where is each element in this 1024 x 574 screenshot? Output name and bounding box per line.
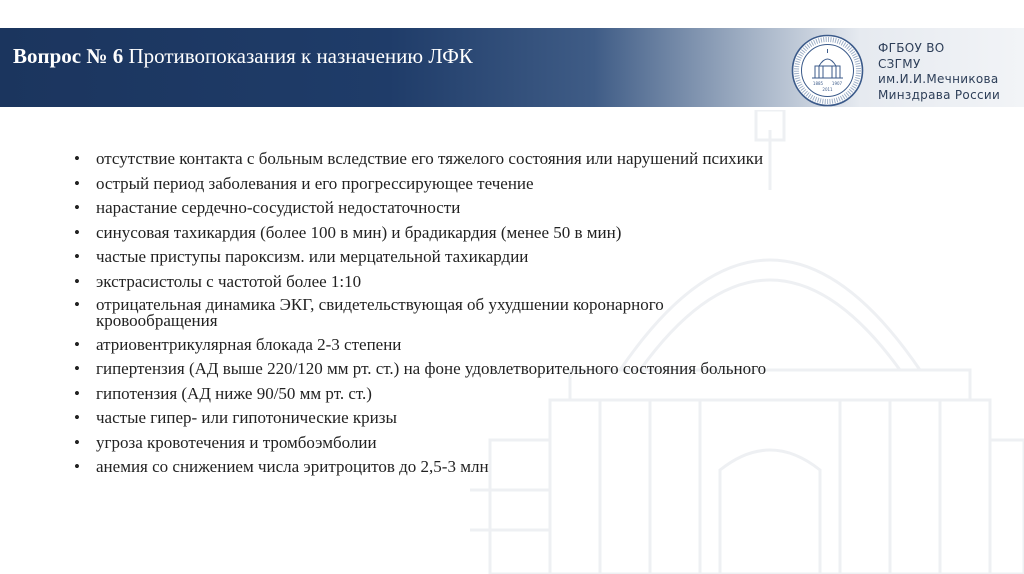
item-text: отсутствие контакта с больным вследствие его тяжелого состояния или нарушений психики	[96, 149, 764, 168]
contraindications-list	[74, 150, 974, 483]
bullet: •	[74, 334, 80, 354]
list-item	[74, 175, 974, 193]
item-text: гипотензия (АД ниже 90/50 мм рт. ст.)	[96, 383, 372, 403]
list-item	[74, 150, 974, 168]
university-seal-logo	[791, 34, 864, 107]
list-item	[74, 458, 974, 476]
bullet: •	[74, 222, 80, 242]
bullet: •	[74, 271, 80, 291]
list-item	[74, 273, 974, 291]
list-item	[74, 199, 974, 217]
logo-year-right: 1907	[831, 81, 843, 86]
bullet: •	[74, 383, 80, 403]
item-text-continued: кровообращения	[96, 311, 218, 330]
org-line: СЗГМУ	[878, 56, 921, 71]
bullet: •	[74, 173, 80, 193]
bullet: •	[74, 295, 80, 314]
item-text: частые гипер- или гипотонические кризы	[96, 408, 397, 427]
list-item	[74, 385, 974, 403]
title-text: Противопоказания к назначению ЛФК	[123, 44, 473, 68]
org-line: ФГБОУ ВО	[878, 41, 945, 55]
org-line: Минздрава России	[878, 87, 1001, 102]
organization-name	[878, 41, 1000, 103]
item-text: атриовентрикулярная блокада 2-3 степени	[96, 334, 402, 354]
logo-year-bottom: 2011	[822, 87, 833, 92]
list-item	[74, 360, 974, 378]
slide-title	[13, 44, 473, 69]
org-line: им.И.И.Мечникова	[878, 72, 999, 86]
list-item	[74, 434, 974, 452]
logo-year-left: 1885	[812, 81, 824, 86]
list-item	[74, 248, 974, 266]
bullet: •	[74, 432, 80, 452]
item-text: угроза кровотечения и тромбоэмболии	[96, 432, 377, 452]
item-text: экстрасистолы с частотой более 1:10	[96, 271, 362, 291]
list-item	[74, 224, 974, 242]
bullet: •	[74, 457, 80, 476]
list-item	[74, 297, 974, 329]
item-text: нарастание сердечно-сосудистой недостаточности	[96, 198, 461, 217]
item-text: анемия со снижением числа эритроцитов до 2,5-3 млн	[96, 457, 489, 476]
bullet: •	[74, 359, 80, 378]
bullet: •	[74, 198, 80, 217]
item-text: острый период заболевания и его прогрессирующее течение	[96, 173, 534, 193]
item-text: синусовая тахикардия (более 100 в мин) и брадикардия (менее 50 в мин)	[96, 222, 622, 242]
bullet: •	[74, 247, 80, 266]
list-item	[74, 409, 974, 427]
item-text: отрицательная динамика ЭКГ, свидетельствующая об ухудшении коронарного	[96, 295, 664, 314]
bullet: •	[74, 408, 80, 427]
question-number: Вопрос № 6	[13, 44, 124, 68]
item-text: частые приступы пароксизм. или мерцательной тахикардии	[96, 247, 529, 266]
list-item	[74, 336, 974, 354]
item-text: гипертензия (АД выше 220/120 мм рт. ст.) на фоне удовлетворительного состояния больного	[96, 359, 767, 378]
bullet: •	[74, 149, 80, 168]
